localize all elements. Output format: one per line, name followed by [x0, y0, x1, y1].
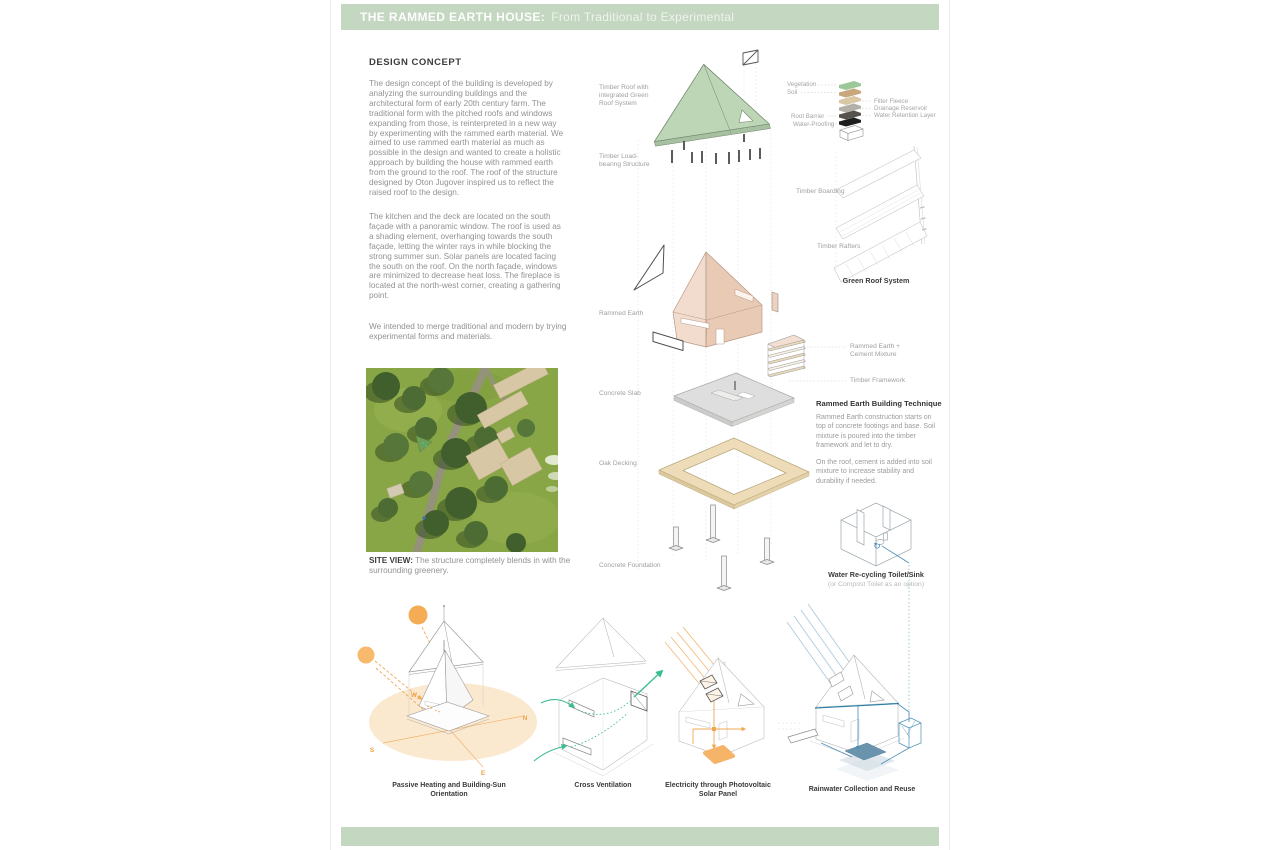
sun-icon	[358, 647, 375, 664]
cross-ventilation-diagram	[534, 618, 662, 776]
label-root-barrier: Root Barrier	[791, 112, 825, 120]
label-soil: Soil	[787, 89, 798, 96]
exploded-axonometric-diagram	[634, 50, 846, 591]
toilet-diagram	[841, 503, 911, 566]
compass-north: N	[522, 715, 528, 722]
label-timber-rafters: Timber Rafters	[817, 243, 861, 250]
label-vegetation: Vegetation	[787, 81, 817, 88]
wall-sample-diagram	[768, 335, 846, 381]
label-water-retention: Water Retention Layer	[874, 112, 936, 119]
site-aerial-photo	[366, 368, 558, 552]
caption-cross-ventilation: Cross Ventilation	[574, 782, 632, 789]
technique-heading: Rammed Earth Building Technique	[816, 399, 942, 408]
label-rammed-earth: Rammed Earth	[599, 310, 644, 317]
design-concept-heading: DESIGN CONCEPT	[369, 57, 462, 68]
sun-icon	[409, 606, 428, 625]
site-view-text: The structure completely blends in with the surrounding greenery.	[369, 556, 571, 575]
page-title: THE RAMMED EARTH HOUSE:	[360, 10, 546, 24]
label-timber-framework: Timber Framework	[850, 377, 906, 384]
footer-band	[341, 827, 939, 846]
filter-box-icon	[899, 718, 921, 748]
technique-paragraph: On the roof, cement is added into soil mixture to increase stability and durability if needed.	[816, 459, 932, 485]
concrete-slab-shape	[674, 373, 794, 427]
rammed-earth-volume	[634, 245, 778, 351]
north-flag-icon	[743, 50, 758, 65]
site-view-label: SITE VIEW:	[369, 556, 413, 565]
passive-heating-diagram	[358, 605, 538, 777]
caption-rainwater: Rainwater Collection and Reuse	[808, 786, 916, 793]
rainwater-diagram	[778, 604, 921, 781]
page-subtitle: From Traditional to Experimental	[551, 10, 735, 24]
photovoltaic-diagram	[665, 627, 764, 762]
label-concrete-foundation: Concrete Foundation	[599, 562, 661, 569]
oak-decking-shape	[659, 438, 809, 509]
design-concept-paragraph: The kitchen and the deck are located on the south façade with a panoramic window. The roof is used as a shading element, overhanging towards the south façade, letting the winter rays in while blocking the strong summer sun. Solar panels are located facing the south on the roof. On the north façade, windows are minimized to decrease heat loss. The fireplace is located at the north-west corner, creating a gathering point.	[369, 212, 561, 301]
toilet-caption: Water Re-cycling Toilet/Sink	[828, 570, 924, 579]
label-timber-boarding: Timber Boarding	[796, 188, 845, 195]
design-concept-paragraph: We intended to merge traditional and modern by trying experimental forms and materials.	[369, 322, 567, 341]
compass-west: W	[410, 692, 418, 699]
compass-east: E	[480, 770, 486, 777]
presentation-board	[330, 0, 950, 850]
compass-south: S	[369, 747, 375, 754]
label-timber-roof: Timber Roof with integrated Green Roof System	[599, 84, 649, 107]
label-water-proofing: Water-Proofing	[793, 120, 835, 128]
label-rammed-earth-cement: Rammed Earth + Cement Mixture	[850, 343, 901, 358]
green-roof-system-caption: Green Roof System	[842, 276, 910, 285]
label-drainage-reservoir: Drainage Reservoir	[874, 105, 928, 112]
concrete-foundation-posts	[669, 505, 774, 591]
design-concept-paragraph: The design concept of the building is developed by analyzing the surrounding buildings and the architectural form of early 20th century farm. The traditional form with the pitched roofs and windows expanding from those, is reinterpreted in a new way by experimenting with the rammed earth material. We aimed to use rammed earth material as much as possible in the design and wanted to create a holistic approach by building the house with rammed earth from the ground to the roof. The roof of the structure designed by Oton Jugover inspired us to reflect the raised roof to the design.	[369, 79, 564, 197]
label-timber-structure: Timber Load-bearing Structure	[599, 153, 650, 168]
label-filter-fleece: Filter Fleece	[874, 97, 909, 105]
caption-photovoltaic: Electricity through Photovoltaic Solar Panel	[665, 782, 771, 798]
technique-paragraph: Rammed Earth construction starts on top of concrete footings and base. Soil mixture is poured into the timber framework and let to dry.	[816, 414, 936, 449]
green-roof-shape	[654, 64, 770, 146]
site-view-caption	[369, 556, 571, 576]
recycle-icon: ↻	[873, 541, 881, 551]
label-concrete-slab: Concrete Slab	[599, 390, 641, 397]
caption-passive-heating: Passive Heating and Building-Sun Orientation	[392, 782, 506, 798]
label-oak-decking: Oak Decking	[599, 460, 637, 467]
toilet-subcaption: (or Compost Toilet as an option)	[827, 581, 925, 588]
